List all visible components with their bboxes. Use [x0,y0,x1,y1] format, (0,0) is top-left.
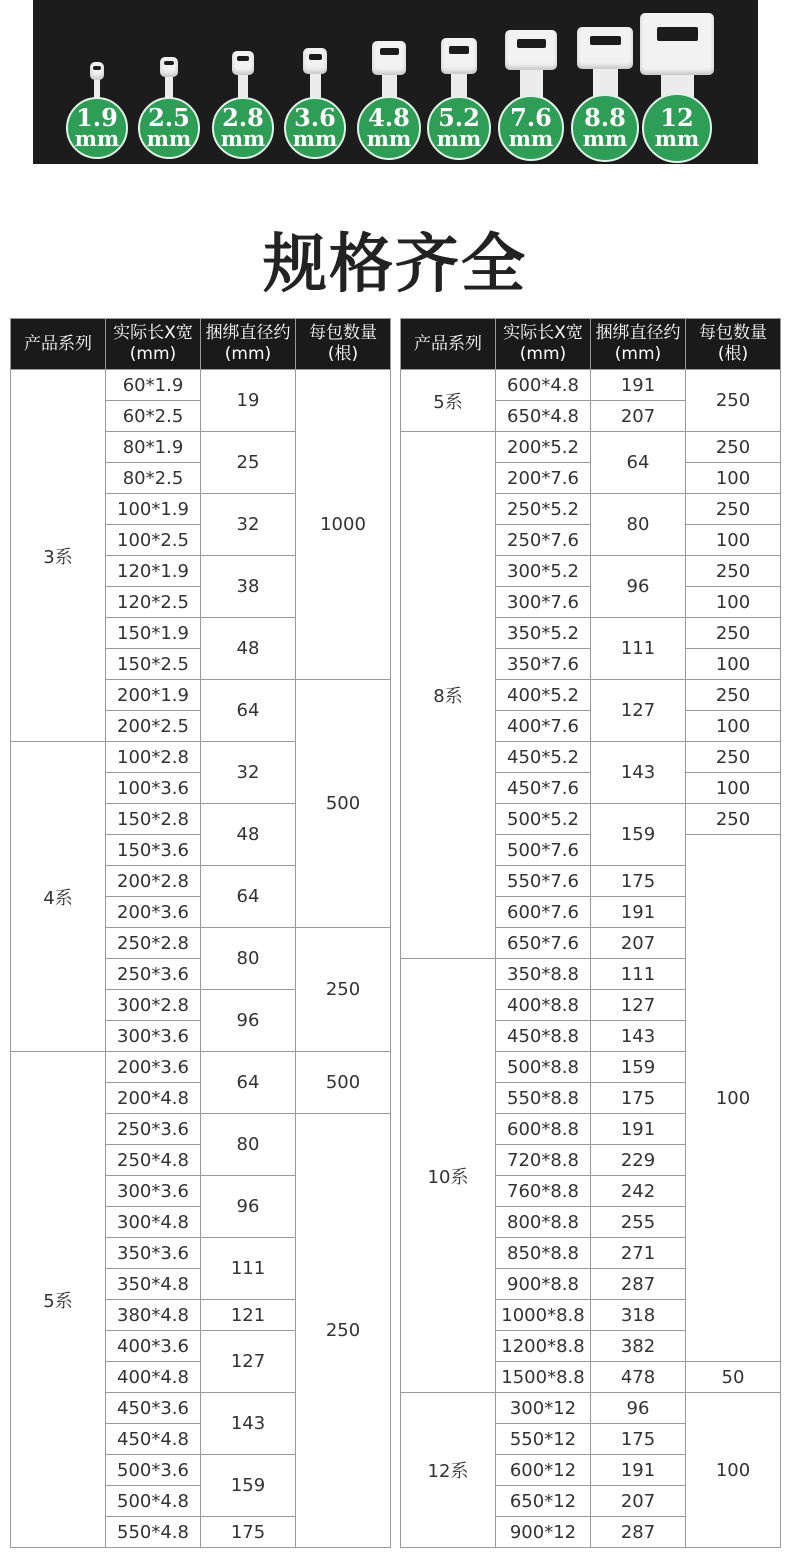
size-cell: 1200*8.8 [496,1331,591,1362]
size-cell: 80*2.5 [106,463,201,494]
diameter-cell: 127 [591,990,686,1021]
size-cell: 400*8.8 [496,990,591,1021]
quantity-cell: 250 [686,742,781,773]
size-cell: 300*7.6 [496,587,591,618]
cable-tie-slot [590,36,621,45]
diameter-cell: 48 [201,618,296,680]
cable-tie-slot [309,54,322,60]
size-badge-value: 3.6 [294,102,336,132]
size-cell: 150*1.9 [106,618,201,649]
size-cell: 850*8.8 [496,1238,591,1269]
diameter-cell: 96 [591,556,686,618]
header-size: 实际长X宽(mm) [106,319,201,370]
table-row [401,432,781,463]
size-cell: 600*4.8 [496,370,591,401]
cable-tie-head-icon [577,27,633,69]
series-cell: 4系 [11,742,106,1052]
diameter-cell: 287 [591,1517,686,1548]
size-cell: 150*2.5 [106,649,201,680]
cable-tie-strap [593,67,618,97]
quantity-cell: 250 [686,680,781,711]
size-cell: 400*7.6 [496,711,591,742]
diameter-cell: 191 [591,897,686,928]
series-cell: 5系 [11,1052,106,1548]
size-cell: 300*5.2 [496,556,591,587]
diameter-cell: 80 [201,1114,296,1176]
cable-tie-slot [380,48,399,55]
diameter-cell: 382 [591,1331,686,1362]
size-cell: 500*5.2 [496,804,591,835]
header-quantity: 每包数量(根) [296,319,391,370]
size-cell: 500*4.8 [106,1486,201,1517]
size-badge-value: 8.8 [584,102,626,132]
cable-tie-head-icon [160,57,178,77]
diameter-cell: 318 [591,1300,686,1331]
table-row [401,370,781,401]
quantity-cell: 100 [686,835,781,1362]
size-cell: 100*3.6 [106,773,201,804]
quantity-cell: 250 [686,494,781,525]
diameter-cell: 191 [591,1455,686,1486]
diameter-cell: 64 [201,1052,296,1114]
size-cell: 200*7.6 [496,463,591,494]
size-cell: 60*1.9 [106,370,201,401]
size-badge-unit: mm [508,126,554,152]
size-badge-value: 12 [660,102,694,132]
diameter-cell: 96 [201,990,296,1052]
size-cell: 120*1.9 [106,556,201,587]
header-diameter: 捆绑直径约(mm) [591,319,686,370]
diameter-cell: 127 [591,680,686,742]
diameter-cell: 271 [591,1238,686,1269]
size-cell: 200*1.9 [106,680,201,711]
table-row [11,1052,391,1083]
diameter-cell: 143 [201,1393,296,1455]
table-row [11,370,391,401]
size-cell: 350*7.6 [496,649,591,680]
size-cell: 150*3.6 [106,835,201,866]
table-header-row [401,319,781,370]
size-cell: 200*2.8 [106,866,201,897]
series-cell: 8系 [401,432,496,959]
diameter-cell: 191 [591,370,686,401]
size-badge [138,97,200,159]
size-badge [212,97,274,159]
size-badge-unit: mm [220,126,266,152]
size-cell: 650*4.8 [496,401,591,432]
size-cell: 250*7.6 [496,525,591,556]
size-cell: 80*1.9 [106,432,201,463]
diameter-cell: 175 [591,1083,686,1114]
quantity-cell: 100 [686,1393,781,1548]
size-cell: 300*3.6 [106,1021,201,1052]
diameter-cell: 287 [591,1269,686,1300]
page-title: 规格齐全 [263,228,527,302]
size-cell: 450*3.6 [106,1393,201,1424]
size-badge-unit: mm [292,126,338,152]
diameter-cell: 80 [201,928,296,990]
size-cell: 300*12 [496,1393,591,1424]
diameter-cell: 111 [591,959,686,990]
diameter-cell: 159 [591,1052,686,1083]
size-cell: 450*4.8 [106,1424,201,1455]
diameter-cell: 143 [591,1021,686,1052]
diameter-cell: 64 [201,680,296,742]
size-cell: 1500*8.8 [496,1362,591,1393]
quantity-cell: 100 [686,587,781,618]
diameter-cell: 159 [201,1455,296,1517]
size-badge-value: 4.8 [368,102,410,132]
size-cell: 350*3.6 [106,1238,201,1269]
diameter-cell: 255 [591,1207,686,1238]
diameter-cell: 478 [591,1362,686,1393]
size-cell: 600*7.6 [496,897,591,928]
size-cell: 720*8.8 [496,1145,591,1176]
diameter-cell: 159 [591,804,686,866]
size-cell: 500*7.6 [496,835,591,866]
diameter-cell: 32 [201,742,296,804]
quantity-cell: 100 [686,711,781,742]
size-cell: 200*3.6 [106,1052,201,1083]
quantity-cell: 250 [686,556,781,587]
quantity-cell: 500 [296,1052,391,1114]
size-cell: 600*8.8 [496,1114,591,1145]
table-header-row [11,319,391,370]
size-cell: 250*5.2 [496,494,591,525]
size-cell: 200*3.6 [106,897,201,928]
size-badge-unit: mm [436,126,482,152]
size-badge [66,97,128,159]
diameter-cell: 207 [591,401,686,432]
cable-tie-slot [93,66,101,70]
quantity-cell: 250 [296,1114,391,1548]
size-cell: 100*1.9 [106,494,201,525]
cable-tie-head-icon [90,62,104,80]
quantity-cell: 100 [686,773,781,804]
size-cell: 200*4.8 [106,1083,201,1114]
series-cell: 5系 [401,370,496,432]
quantity-cell: 100 [686,525,781,556]
size-badge-value: 2.5 [148,102,190,132]
cable-tie-head-icon [441,38,477,74]
quantity-cell: 1000 [296,370,391,680]
cable-tie-head-icon [232,51,254,75]
series-cell: 3系 [11,370,106,742]
size-badge-unit: mm [366,126,412,152]
quantity-cell: 250 [686,370,781,432]
quantity-cell: 500 [296,680,391,928]
size-cell: 250*3.6 [106,959,201,990]
size-cell: 500*8.8 [496,1052,591,1083]
cable-tie-head-icon [640,13,714,75]
size-cell: 760*8.8 [496,1176,591,1207]
size-badge-unit: mm [582,126,628,152]
diameter-cell: 96 [201,1176,296,1238]
size-cell: 200*5.2 [496,432,591,463]
size-cell: 350*4.8 [106,1269,201,1300]
cable-tie-head-icon [303,48,327,74]
size-badge [571,94,639,162]
size-cell: 120*2.5 [106,587,201,618]
size-cell: 550*4.8 [106,1517,201,1548]
diameter-cell: 175 [591,1424,686,1455]
size-cell: 600*12 [496,1455,591,1486]
product-banner [33,0,758,164]
size-cell: 400*4.8 [106,1362,201,1393]
size-cell: 250*4.8 [106,1145,201,1176]
size-badge-value: 5.2 [438,102,480,132]
size-cell: 450*8.8 [496,1021,591,1052]
spec-table-left [10,318,391,1548]
size-cell: 500*3.6 [106,1455,201,1486]
size-badge-value: 7.6 [510,102,552,132]
header-size: 实际长X宽(mm) [496,319,591,370]
series-cell: 10系 [401,959,496,1393]
size-cell: 300*3.6 [106,1176,201,1207]
diameter-cell: 242 [591,1176,686,1207]
size-cell: 60*2.5 [106,401,201,432]
cable-tie-slot [237,56,249,61]
size-cell: 200*2.5 [106,711,201,742]
size-badge-value: 1.9 [76,102,118,132]
diameter-cell: 229 [591,1145,686,1176]
header-series: 产品系列 [11,319,106,370]
cable-tie-strap [520,68,543,98]
quantity-cell: 100 [686,649,781,680]
diameter-cell: 207 [591,928,686,959]
size-cell: 900*12 [496,1517,591,1548]
size-cell: 100*2.8 [106,742,201,773]
header-diameter: 捆绑直径约(mm) [201,319,296,370]
size-badge-unit: mm [146,126,192,152]
size-cell: 100*2.5 [106,525,201,556]
size-cell: 350*8.8 [496,959,591,990]
quantity-cell: 100 [686,463,781,494]
size-cell: 550*7.6 [496,866,591,897]
quantity-cell: 250 [686,804,781,835]
diameter-cell: 191 [591,1114,686,1145]
size-cell: 550*8.8 [496,1083,591,1114]
diameter-cell: 80 [591,494,686,556]
cable-tie-head-icon [505,30,557,70]
size-cell: 550*12 [496,1424,591,1455]
size-badge-unit: mm [74,126,120,152]
size-cell: 1000*8.8 [496,1300,591,1331]
diameter-cell: 121 [201,1300,296,1331]
diameter-cell: 111 [201,1238,296,1300]
quantity-cell: 250 [296,928,391,1052]
diameter-cell: 175 [591,866,686,897]
size-badge-value: 2.8 [222,102,264,132]
diameter-cell: 143 [591,742,686,804]
diameter-cell: 48 [201,804,296,866]
diameter-cell: 38 [201,556,296,618]
series-cell: 12系 [401,1393,496,1548]
cable-tie-slot [449,46,469,54]
cable-tie-slot [657,27,698,41]
spec-table-right [400,318,781,1548]
size-cell: 150*2.8 [106,804,201,835]
diameter-cell: 207 [591,1486,686,1517]
size-badge-unit: mm [654,126,700,152]
diameter-cell: 19 [201,370,296,432]
size-badge [357,96,421,160]
size-badge [498,95,564,161]
size-badge [642,93,712,163]
quantity-cell: 50 [686,1362,781,1393]
header-series: 产品系列 [401,319,496,370]
size-cell: 380*4.8 [106,1300,201,1331]
diameter-cell: 96 [591,1393,686,1424]
cable-tie-slot [517,39,546,48]
size-badge [284,97,346,159]
diameter-cell: 64 [201,866,296,928]
size-cell: 300*2.8 [106,990,201,1021]
quantity-cell: 250 [686,432,781,463]
size-cell: 250*3.6 [106,1114,201,1145]
size-badge [427,96,491,160]
size-cell: 400*3.6 [106,1331,201,1362]
diameter-cell: 175 [201,1517,296,1548]
diameter-cell: 111 [591,618,686,680]
size-cell: 800*8.8 [496,1207,591,1238]
size-cell: 650*12 [496,1486,591,1517]
size-cell: 650*7.6 [496,928,591,959]
size-cell: 350*5.2 [496,618,591,649]
cable-tie-slot [164,61,174,65]
size-cell: 400*5.2 [496,680,591,711]
size-cell: 250*2.8 [106,928,201,959]
size-cell: 900*8.8 [496,1269,591,1300]
size-cell: 300*4.8 [106,1207,201,1238]
diameter-cell: 32 [201,494,296,556]
diameter-cell: 127 [201,1331,296,1393]
size-cell: 450*7.6 [496,773,591,804]
size-cell: 450*5.2 [496,742,591,773]
cable-tie-head-icon [372,41,406,75]
table-row [401,1393,781,1424]
diameter-cell: 64 [591,432,686,494]
diameter-cell: 25 [201,432,296,494]
header-quantity: 每包数量(根) [686,319,781,370]
quantity-cell: 250 [686,618,781,649]
